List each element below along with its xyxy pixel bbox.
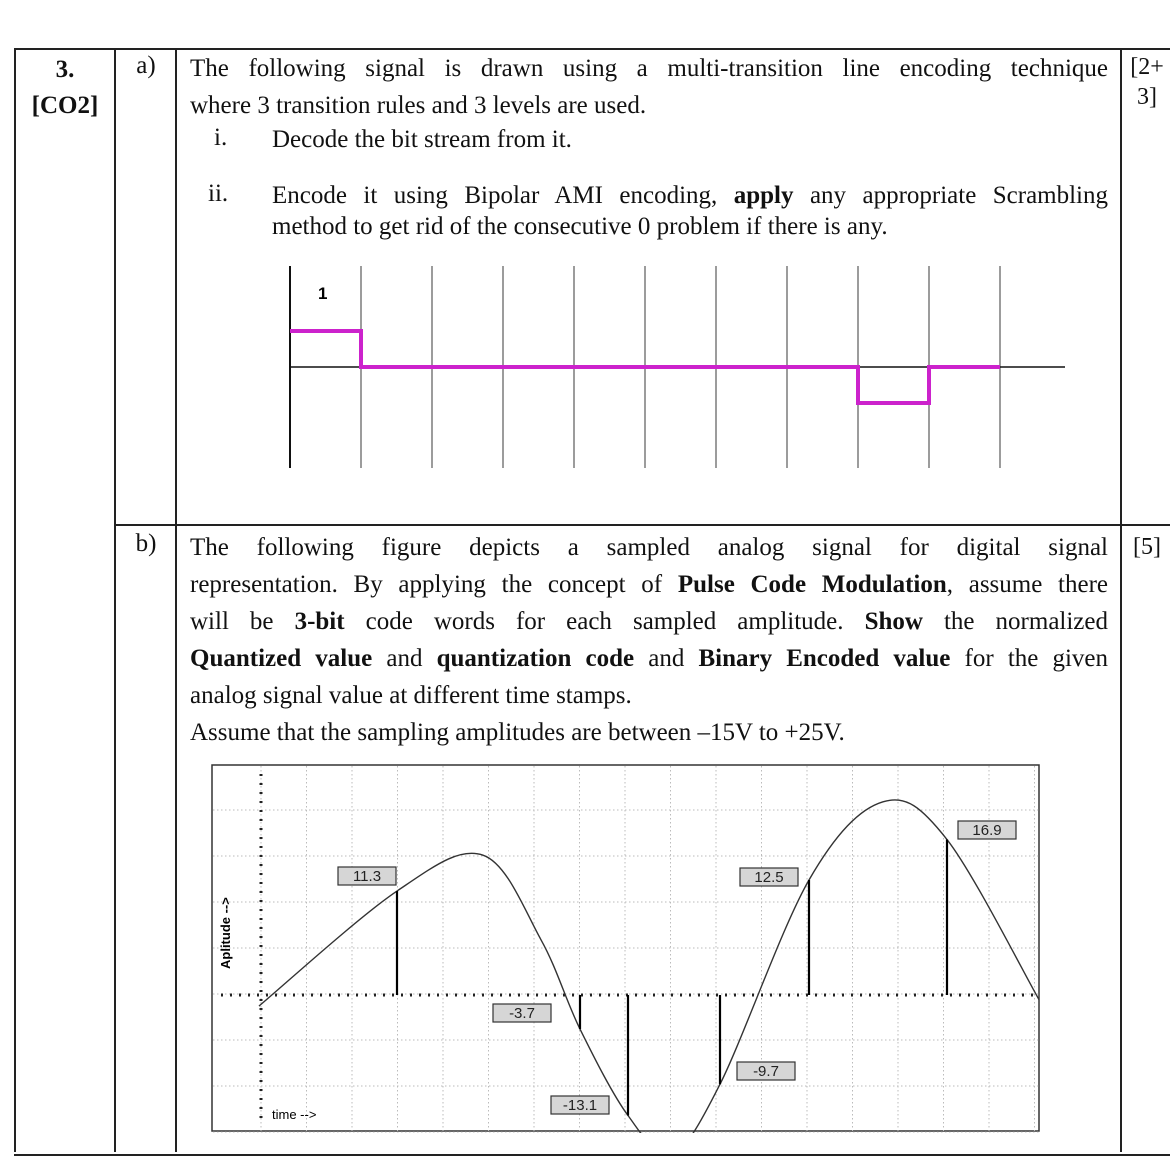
sample-label: 11.3 — [352, 868, 382, 885]
part-b-pcm: Pulse Code Modulation — [677, 571, 947, 598]
part-b-line4 — [190, 640, 1108, 677]
sample-label: -3.7 — [509, 1005, 535, 1022]
part-a-marks — [1124, 52, 1170, 112]
sub-ii-pre: Encode it using Bipolar AMI encoding, — [272, 182, 718, 209]
part-b-marks: [5] — [1133, 534, 1161, 560]
part-a-marks-line2: 3] — [1137, 84, 1157, 110]
line-encoding-figure — [270, 258, 1090, 478]
part-b-line6: Assume that the sampling amplitudes are between –15V to +25V. — [190, 719, 845, 746]
first-bit-label: 1 — [318, 284, 328, 303]
part-b-line5: analog signal value at different time stamps. — [190, 682, 632, 709]
sub-i-text: Decode the bit stream from it. — [272, 126, 572, 153]
chart-xlabel: time --> — [272, 1107, 317, 1122]
part-b-line1: The following figure depicts a sampled analog signal for digital signal — [190, 534, 1108, 561]
part-b-show: Show — [864, 608, 923, 635]
course-outcome: [CO2] — [31, 92, 99, 119]
sample-label: 16.9 — [972, 822, 1002, 839]
part-a-marks-line1: [2+ — [1130, 54, 1164, 80]
part-b-line3-mid: code words for each sampled amplitude. — [365, 608, 844, 635]
sub-ii-post: any appropriate Scrambling — [809, 182, 1109, 209]
sub-ii-line2: method to get rid of the consecutive 0 problem if there is any. — [272, 213, 888, 240]
sub-ii-line1 — [272, 180, 1108, 211]
table-divider-2 — [175, 48, 177, 1152]
part-a-intro-line1: The following signal is drawn using a multi-transition line encoding technique — [190, 55, 1108, 82]
part-b-binary: Binary Encoded value — [698, 645, 951, 672]
part-b-line2-pre: representation. By applying the concept of — [190, 571, 663, 598]
table-divider-3 — [1120, 48, 1122, 1152]
table-border-left — [14, 48, 16, 1152]
question-number-cell — [16, 52, 114, 124]
sample-label: -9.7 — [753, 1063, 779, 1080]
sub-ii-numeral: ii. — [208, 180, 229, 207]
part-b-line2-post: , assume there — [946, 571, 1108, 598]
sample-label: -13.1 — [562, 1097, 598, 1114]
part-b-line2 — [190, 566, 1108, 603]
part-b-line4-post: for the given — [964, 645, 1109, 672]
part-a-label: a) — [136, 52, 156, 79]
part-b-qcode: quantization code — [436, 645, 635, 672]
part-a-intro-line2: where 3 transition rules and 3 levels are used. — [190, 92, 647, 119]
part-b-paragraph — [190, 529, 1108, 751]
part-a-intro — [190, 50, 1108, 124]
table-divider-1 — [114, 48, 116, 1152]
row-divider-part — [114, 524, 176, 526]
sub-ii-bold: apply — [733, 182, 794, 209]
row-divider-marks — [1120, 524, 1170, 526]
sub-ii-text — [272, 180, 1108, 242]
sub-i-numeral: i. — [214, 124, 228, 151]
part-b-label: b) — [135, 530, 157, 557]
question-number: 3. — [55, 56, 75, 83]
row-divider — [176, 524, 1122, 526]
part-b-and-2: and — [648, 645, 685, 672]
part-b-quantized: Quantized value — [190, 645, 373, 672]
part-b-line3-pre: will be — [190, 608, 274, 635]
part-b-line3-post: the normalized — [943, 608, 1108, 635]
part-b-3bit: 3-bit — [294, 608, 345, 635]
sample-label: 12.5 — [754, 869, 784, 886]
part-b-and-1: and — [386, 645, 423, 672]
chart-ylabel: Aplitude --> — [218, 897, 233, 969]
sampled-signal-chart — [211, 764, 1041, 1133]
part-b-line3 — [190, 603, 1108, 640]
